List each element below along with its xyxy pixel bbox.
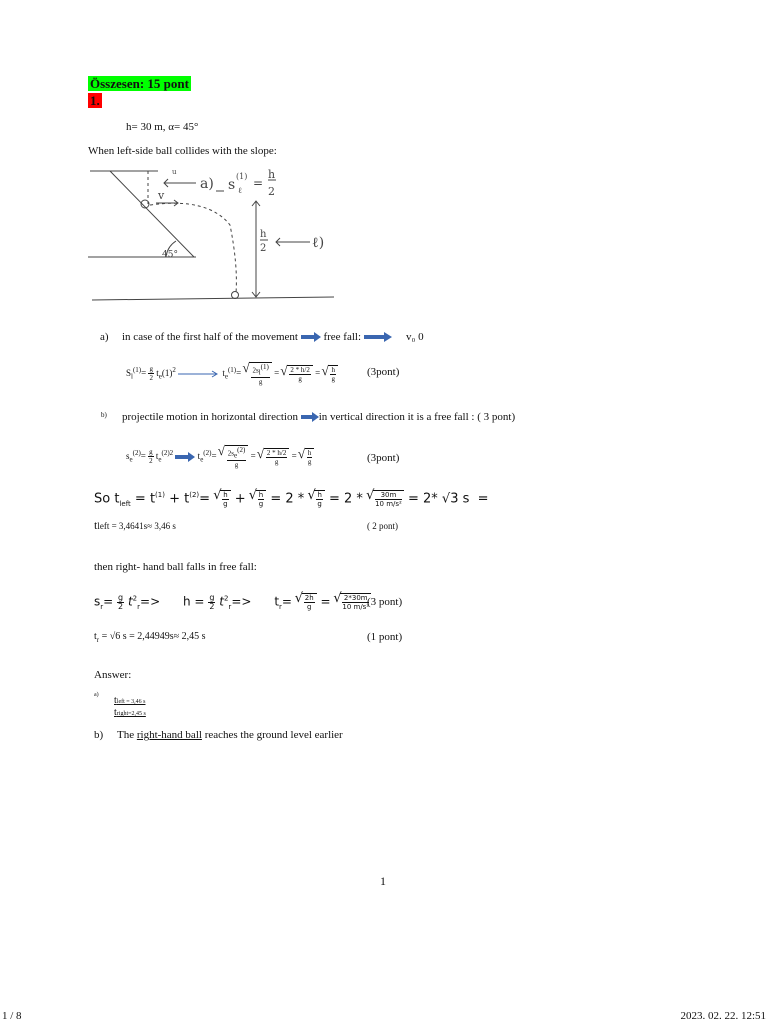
sum-equation: So $t_{left} = t^{(1)} + t^{(2)}=$ √ $\frac{h}{g}$ + √ $\frac{h}{g}$ = 2 * √ $\frac{h}{g}$ = 2 * √ $\frac{30m}{\text{10 m/s²}}$ = 2* √3 s = [94,490,489,508]
trajectory [150,203,236,293]
figure-label-2: 2 [268,185,275,198]
part-a-marker: a) [100,331,109,343]
print-timestamp: 2023. 02. 22. 12:51 [680,1010,766,1022]
answer-a-marker: a) [94,692,99,698]
t-right-result: $t_r = √6$ s = 2,44949s≈ 2,45 s [94,631,206,644]
slope-figure [88,165,340,305]
given-values: h= 30 m, α= 45° [126,121,199,133]
right-arrow-icon [301,332,321,342]
figure-label-s-sub: ℓ [238,186,242,195]
figure-label-v: v [158,189,165,202]
answer-a-line2: tright=2,45 s [114,707,146,718]
right-points-2: (1 pont) [367,631,403,643]
slope-line [110,171,194,257]
answer-b-marker: b) [94,729,104,741]
figure-label-a: a) [200,176,214,192]
right-arrow-icon [301,412,319,422]
right-ball-intro: then right- hand ball falls in free fall: [94,561,257,573]
figure-label-angle: 45° [162,250,178,260]
part-b-text: projectile motion in horizontal direction in vertical direction it is a free fall : ( 3 pont) [122,411,516,423]
answer-title: Answer: [94,669,132,681]
part-b-points: (3pont) [367,452,400,464]
figure-label-s: s [228,177,236,193]
total-points-heading: Összesen: 15 pont [90,76,189,91]
t-left-result: tleft = 3,4641s≈ 3,46 s [94,518,176,532]
answer-a-line1: tleft = 3,46 s [114,695,146,706]
part-b-equation: $s_e^{(2)}=$ $\frac{g}{2}$ $t_e^{(2)2}$ $t_e^{(2)}=$ √ $\frac{2se(2)}{g}$ = √ $\frac{2 * h/2}{g}$ = √ $\frac{h}{g}$ [126,445,314,469]
part-b-marker: b) [101,411,107,419]
right-arrow-icon [175,452,195,462]
right-points-1: (3 pont) [367,596,403,608]
v0-equals-0: v₀ 0 [406,331,424,343]
ball-landing [232,292,239,299]
figure-label-h: h [268,168,276,181]
answer-b-text: The right-hand ball reaches the ground level earlier [117,729,343,741]
figure-label-h2-den: 2 [260,243,267,254]
page-count: 1 / 8 [2,1010,22,1022]
part-a-equation: $S_l^{(1)}=$ $\frac{g}{2}$ $t_e(1)^2$ $t_e^{(1)}=$ √ $\frac{2sl(1)}{g}$ = √ $\frac{2 * h/2}{g}$ = √ $\frac{h}{g}$ [126,362,338,386]
figure-label-b: ℓ) [312,235,325,251]
sum-points: ( 2 pont) [367,521,398,531]
intro-text: When left-side ball collides with the slope: [88,145,277,157]
right-ball-equation: $s_r=$ $\frac{g}{2}$ $t^2_r=>$ h = $\frac{g}{2}$ $t^2_r=>$ $t_r=$ √ $\frac{2h}{g}$ = √ $\frac{2*30m}{\text{10 m/s²}}$ [94,593,371,611]
right-arrow-icon [364,332,392,342]
part-a-points: (3pont) [367,366,400,378]
figure-label-h2-num: h [260,229,267,240]
thin-arrow-icon [178,370,220,378]
page-number: 1 [380,874,386,888]
problem-number: 1. [90,93,100,108]
part-a-text: in case of the first half of the movement free fall: [122,331,392,343]
figure-label-s-sup: (1) [236,172,248,181]
figure-label-eq: = [253,176,264,190]
ground-line [92,297,334,300]
figure-drawing [88,165,340,305]
figure-label-tick: u [172,168,177,176]
